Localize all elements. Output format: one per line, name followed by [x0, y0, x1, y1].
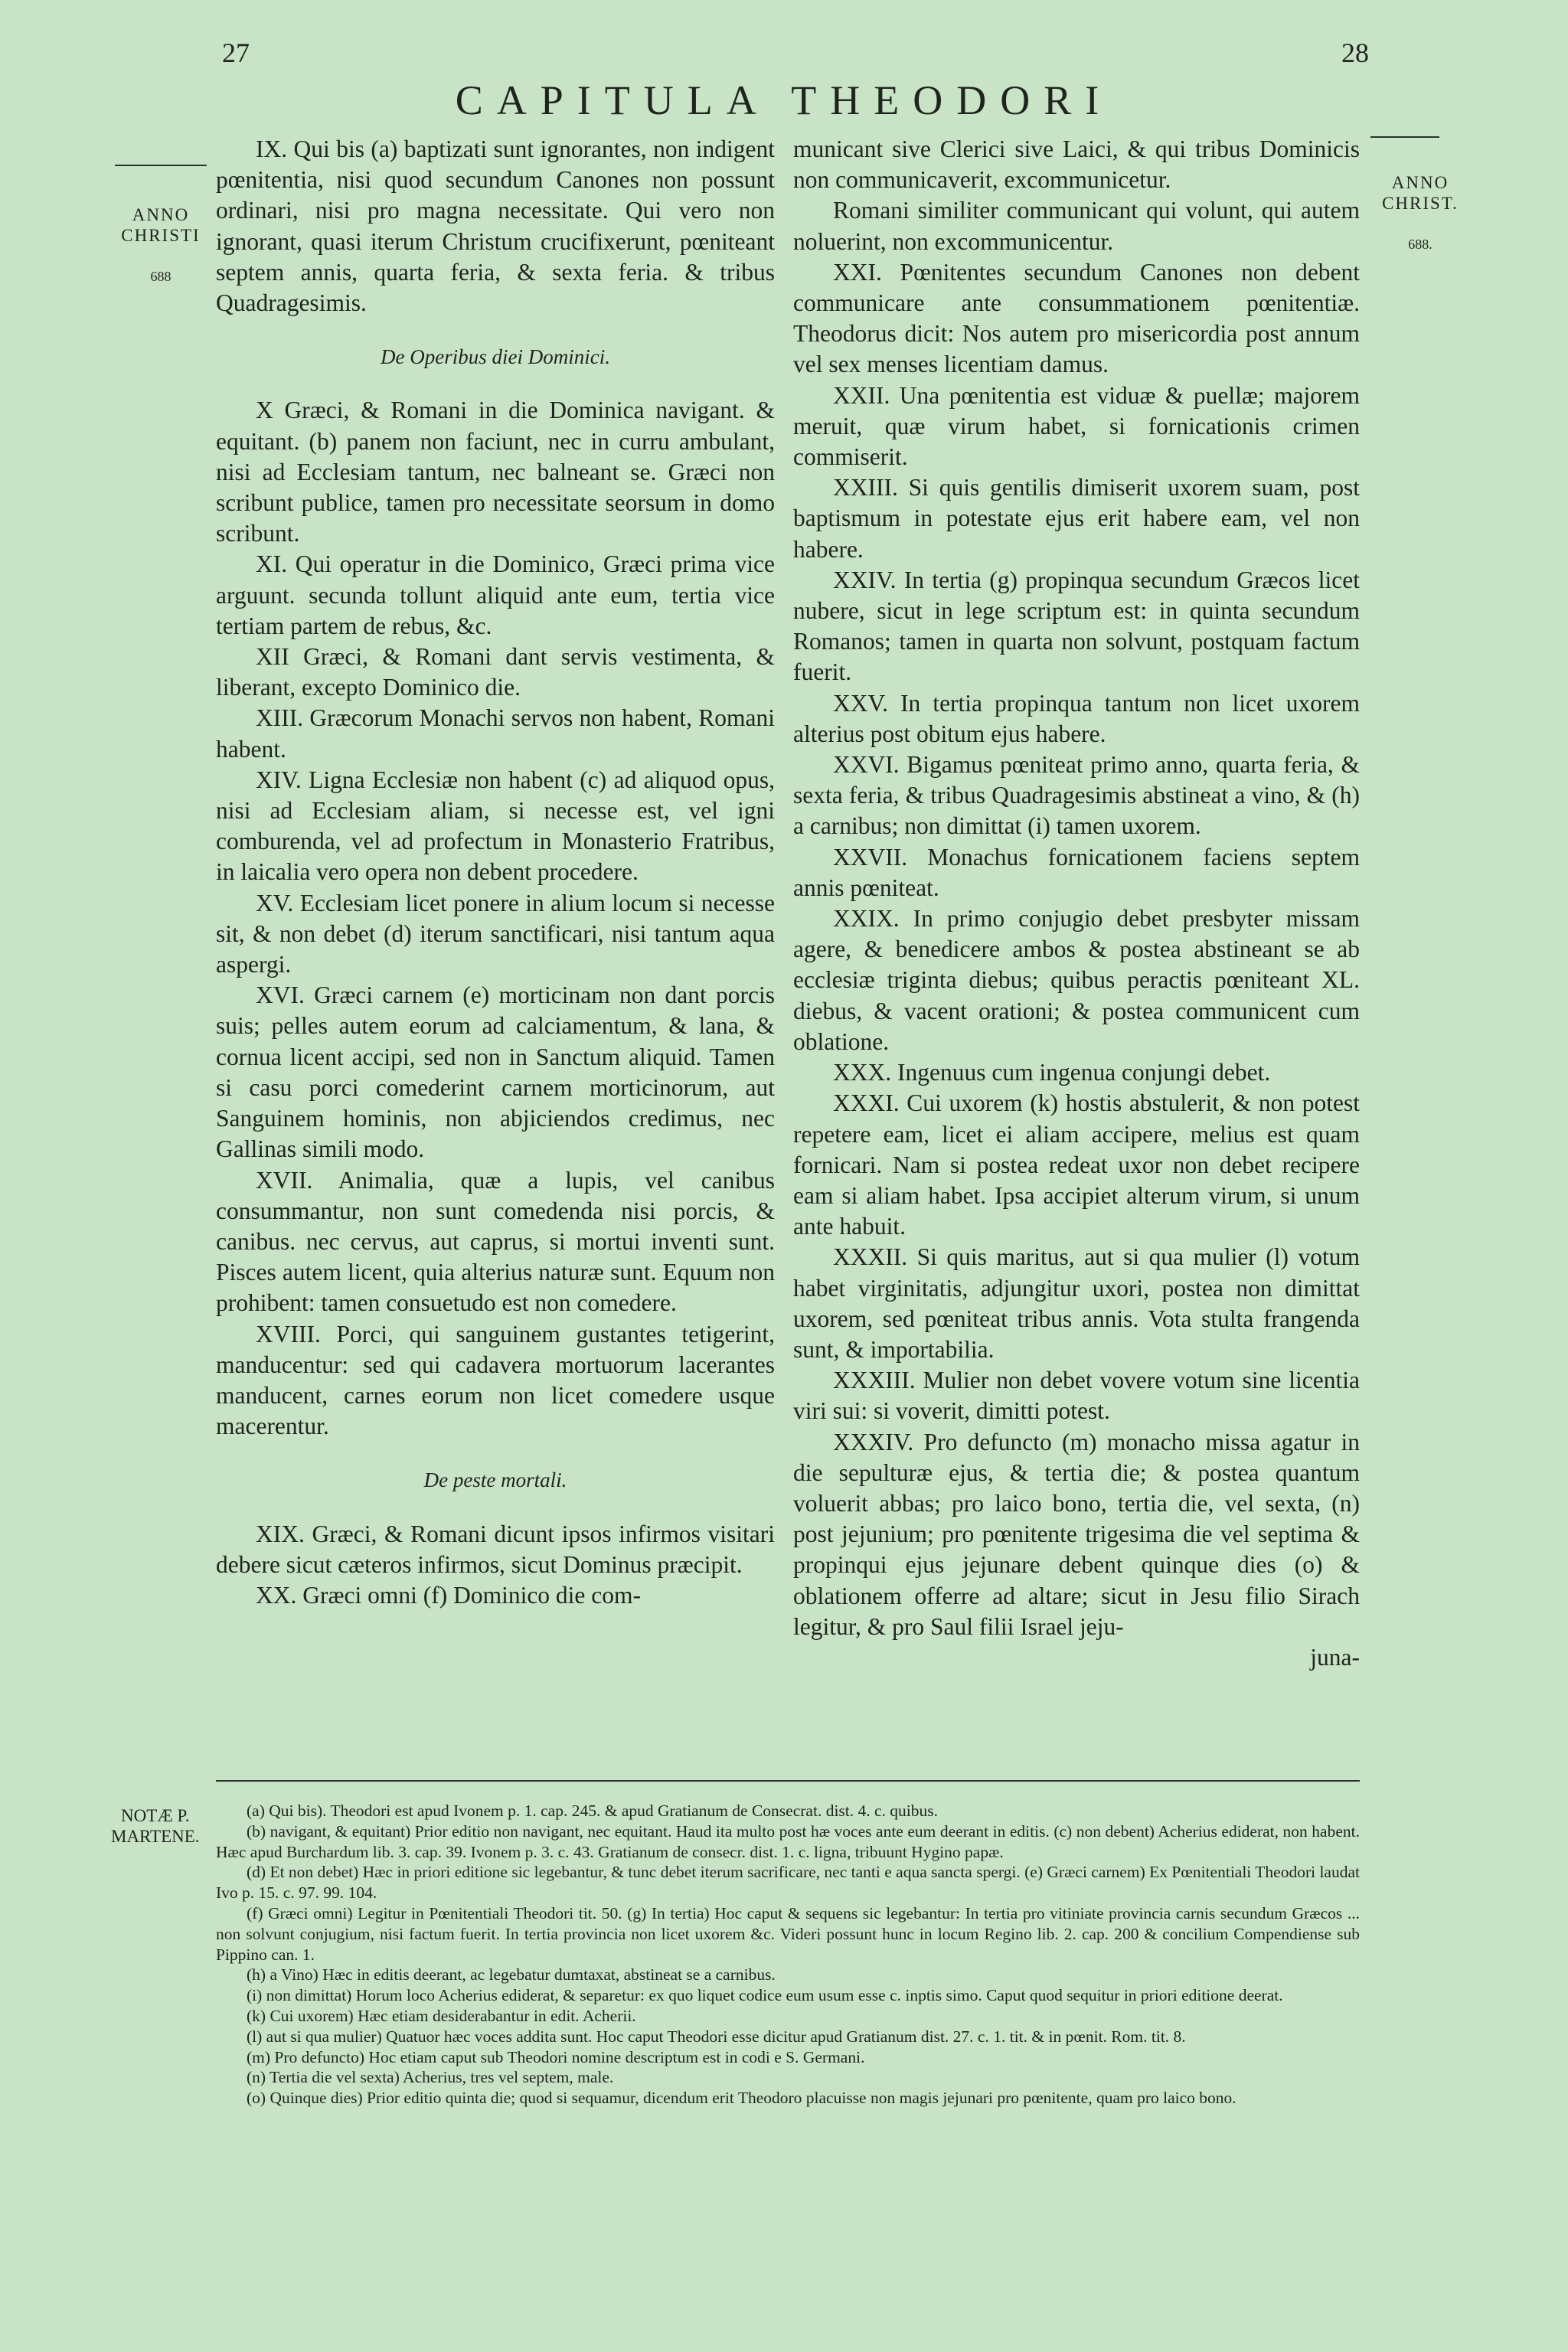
margin-year-label-right: ANNO CHRIST. — [1382, 173, 1459, 213]
paragraph: Romani similiter communicant qui volunt, qui autem noluerint, non excommunicentur. — [793, 197, 1360, 255]
footnote: (m) Pro defuncto) Hoc etiam caput sub Theodori nomine descriptum est in codi e S. Germani. — [247, 2047, 865, 2066]
footnote: (n) Tertia die vel sexta) Acherius, tres vel septem, male. — [247, 2068, 614, 2087]
paragraph: XXIII. Si quis gentilis dimiserit uxorem suam, post baptismum in potestate ejus erit habere eam, vel non habere. — [793, 474, 1360, 563]
paragraph: XX. Græci omni (f) Dominico die com- — [256, 1581, 642, 1609]
margin-year-left: 688 — [150, 269, 172, 284]
footnote: (f) Græci omni) Legitur in Pœnitentiali Theodori tit. 50. (g) In tertia) Hoc caput & sequens sic legebantur: In tertia pro vitiniate provincia carnis secundum Græcos ... non solvunt conjugium, nisi factum fuerit. In tertia provincia non licet uxorem &c. Videri possunt hunc in locum Regino lib. 2. cap. 200 & concilium Compendiense sub Pippino can. 1. — [216, 1903, 1360, 1964]
paragraph: IX. Qui bis (a) baptizati sunt ignorantes, non indigent pœnitentia, nisi quod secundum Canones non possunt ordinari, nisi pro magna necessitate. Qui vero non ignorant, quasi iterum Christum crucifixerunt, pœniteant septem annis, quarta feria, & sexta feria. & tribus Quadragesimis. — [216, 136, 775, 317]
paragraph: XXVI. Bigamus pœniteat primo anno, quarta feria, & sexta feria, & tribus Quadragesimis abstineat a vino, & (h) a carnibus; non dimittat (i) tamen uxorem. — [793, 751, 1360, 840]
paragraph: XIV. Ligna Ecclesiæ non habent (c) ad aliquod opus, nisi ad Ecclesiam aliam, si necesse est, vel igni comburenda, vel ad profectum in Monasterio Fratribus, in laicalia vero opera non debent procedere. — [216, 766, 775, 886]
page-number-right: 28 — [1341, 38, 1369, 68]
section-heading: De peste mortali. — [423, 1468, 567, 1492]
paragraph: XVI. Græci carnem (e) morticinam non dant porcis suis; pelles autem eorum ad calciamentum, & lana, & cornua licent accipi, sed non in Sanctum aliquid. Tamen si casu porci comederint carnem morticinorum, aut Sanguinem hominis, non abjiciendos credimus, nec Gallinas simili modo. — [216, 982, 775, 1163]
paragraph: XIX. Græci, & Romani dicunt ipsos infirmos visitari debere sicut cæteros infirmos, sicut Dominus præcipit. — [216, 1520, 775, 1578]
footnote: (h) a Vino) Hæc in editis deerant, ac legebatur dumtaxat, abstineat se a carnibus. — [247, 1965, 776, 1984]
footnote: (k) Cui uxorem) Hæc etiam desiderabantur in edit. Acherii. — [247, 2006, 636, 2025]
footnote: (d) Et non debet) Hæc in priori editione sic legebantur, & tunc debet iterum sacrificare, nec tanti e aqua sancta spergi. (e) Græci carnem) Ex Pœnitentiali Theodori laudat Ivo p. 15. c. 97. 99. 104. — [216, 1863, 1360, 1903]
paragraph: XV. Ecclesiam licet ponere in alium locum si necesse sit, & non debet (d) iterum sanctificari, nisi tantum aqua aspergi. — [216, 889, 775, 978]
left-column — [216, 134, 775, 1611]
paragraph: XVII. Animalia, quæ a lupis, vel canibus consummantur, non sunt comedenda nisi porcis, & canibus. nec cervus, aut caprus, si mortui inventi sunt. Pisces autem licent, quia alterius naturæ sunt. Equum non prohibent: tamen consuetudo est non comedere. — [216, 1166, 775, 1317]
paragraph: XXXIII. Mulier non debet vovere votum sine licentia viri sui: si voverit, dimitti potest. — [793, 1367, 1360, 1425]
footnote: (i) non dimittat) Horum loco Acherius ediderat, & separetur: ex quo liquet codice eum usum esse c. inptis simo. Caput quod sequitur in priori editione deerat. — [247, 1986, 1283, 2005]
paragraph: XXII. Una pœnitentia est viduæ & puellæ; majorem meruit, quæ virum habet, si fornicationis crimen commiserit. — [793, 381, 1360, 471]
footnote: (l) aut si qua mulier) Quatuor hæc voces addita sunt. Hoc caput Theodori esse dicitur apud Gratianum dist. 27. c. 1. tit. & in pœnit. Rom. tit. 8. — [247, 2027, 1186, 2046]
catchword: juna- — [1310, 1643, 1360, 1671]
footnote: (b) navigant, & equitant) Prior editio non navigant, nec equitant. Haud ita multo post hæ voces ante eum deerant in editis. (c) non debent) Acherius ediderat, non habent. Hæc apud Burchardum lib. 3. cap. 39. Ivonem p. 3. c. 43. Gratianum de consecr. dist. 1. c. ligna, tribuunt Hygino papæ. — [216, 1821, 1360, 1861]
margin-year-label-left: ANNO CHRISTI — [121, 205, 201, 245]
margin-rule-left — [115, 165, 207, 166]
paragraph: XII Græci, & Romani dant servis vestimenta, & liberant, excepto Dominico die. — [216, 643, 775, 701]
footnote: (o) Quinque dies) Prior editio quinta die; quod si sequamur, dicendum erit Theodoro placuisse non magis jejunari pro pœnitente, quam pro laico bono. — [247, 2089, 1236, 2108]
paragraph: XXIV. In tertia (g) propinqua secundum Græcos licet nubere, sicut in lege scriptum est: in quinta secundum Romanos; tamen in quarta non solvunt, postquam factum fuerit. — [793, 566, 1360, 686]
margin-note-left — [107, 184, 214, 308]
paragraph: XIII. Græcorum Monachi servos non habent, Romani habent. — [216, 704, 775, 763]
paragraph: XXXII. Si quis maritus, aut si qua mulier (l) votum habet virginitatis, adjungitur uxori, postea non dimittat uxorem, sed pœniteat tribus annis. Vota stulta frangenda sunt, & importabilia. — [793, 1243, 1360, 1363]
paragraph: XXIX. In primo conjugio debet presbyter missam agere, & benedicere ambos & postea abstineant se ab ecclesiæ triginta diebus; quibus peractis pœniteant XL. diebus, & vacent orationi; & postea communicent cum oblatione. — [793, 905, 1360, 1055]
margin-rule-right — [1370, 136, 1439, 138]
paragraph: XXXI. Cui uxorem (k) hostis abstulerit, & non potest repetere eam, licet ei aliam accipere, melius est quam fornicari. Nam si postea redeat uxor non debet recipere eam si aliam habet. Ipsa accipiet alterum virum, si unum ante habuit. — [793, 1089, 1360, 1240]
footnote: (a) Qui bis). Theodori est apud Ivonem p. 1. cap. 245. & apud Gratianum de Consecrat. dist. 4. c. quibus. — [247, 1802, 939, 1820]
footnotes — [216, 1801, 1360, 2109]
paragraph: XXV. In tertia propinqua tantum non licet uxorem alterius post obitum ejus habere. — [793, 689, 1360, 747]
running-title: CAPITULA THEODORI — [455, 77, 1113, 123]
margin-year-right: 688. — [1408, 237, 1432, 252]
page-number-left: 27 — [222, 38, 250, 68]
paragraph: XXVII. Monachus fornicationem faciens septem annis pœniteat. — [793, 843, 1360, 901]
paragraph: XXXIV. Pro defuncto (m) monacho missa agatur in die sepulturæ ejus, & tertia die; & postea quantum voluerit abbas; pro laico bono, tertia die, vel sexta, (n) post jejunium; pro pœnitente trigesima die vel septima & propinqui ejus jejunare debent quinque dies (o) & oblationem offerre ad altare; sicut in Jesu filio Sirach legitur, & pro Saul filii Israel jeju- — [793, 1428, 1360, 1640]
notes-divider — [216, 1780, 1360, 1782]
margin-note-right — [1370, 152, 1470, 276]
paragraph: XVIII. Porci, qui sanguinem gustantes tetigerint, manducentur: sed qui cadavera mortuorum lacerantes manducent, carnes eorum non licet comedere usque macerentur. — [216, 1320, 775, 1440]
paragraph: XXX. Ingenuus cum ingenua conjungi debet. — [833, 1059, 1271, 1086]
right-column — [793, 134, 1360, 1673]
paragraph: X Græci, & Romani in die Dominica navigant. & equitant. (b) panem non faciunt, nec in curru ambulant, nisi ad Ecclesiam tantum, nec balneant se. Græci non scribunt publice, tamen pro necessitate seorsum in domo scribunt. — [216, 397, 775, 547]
notes-label: NOTÆ P. MARTENE. — [111, 1806, 200, 1846]
paragraph: municant sive Clerici sive Laici, & qui tribus Dominicis non communicaverit, excommunicetur. — [793, 136, 1360, 194]
paragraph: XXI. Pœnitentes secundum Canones non debent communicare ante consummationem pœnitentiæ. Theodorus dicit: Nos autem pro misericordia post annum vel sex menses licentiam damus. — [793, 258, 1360, 378]
section-heading: De Operibus diei Dominici. — [381, 345, 610, 369]
paragraph: XI. Qui operatur in die Dominico, Græci prima vice arguunt. secunda tollunt aliquid ante eum, tertia vice tertiam partem de rebus, &c. — [216, 550, 775, 639]
